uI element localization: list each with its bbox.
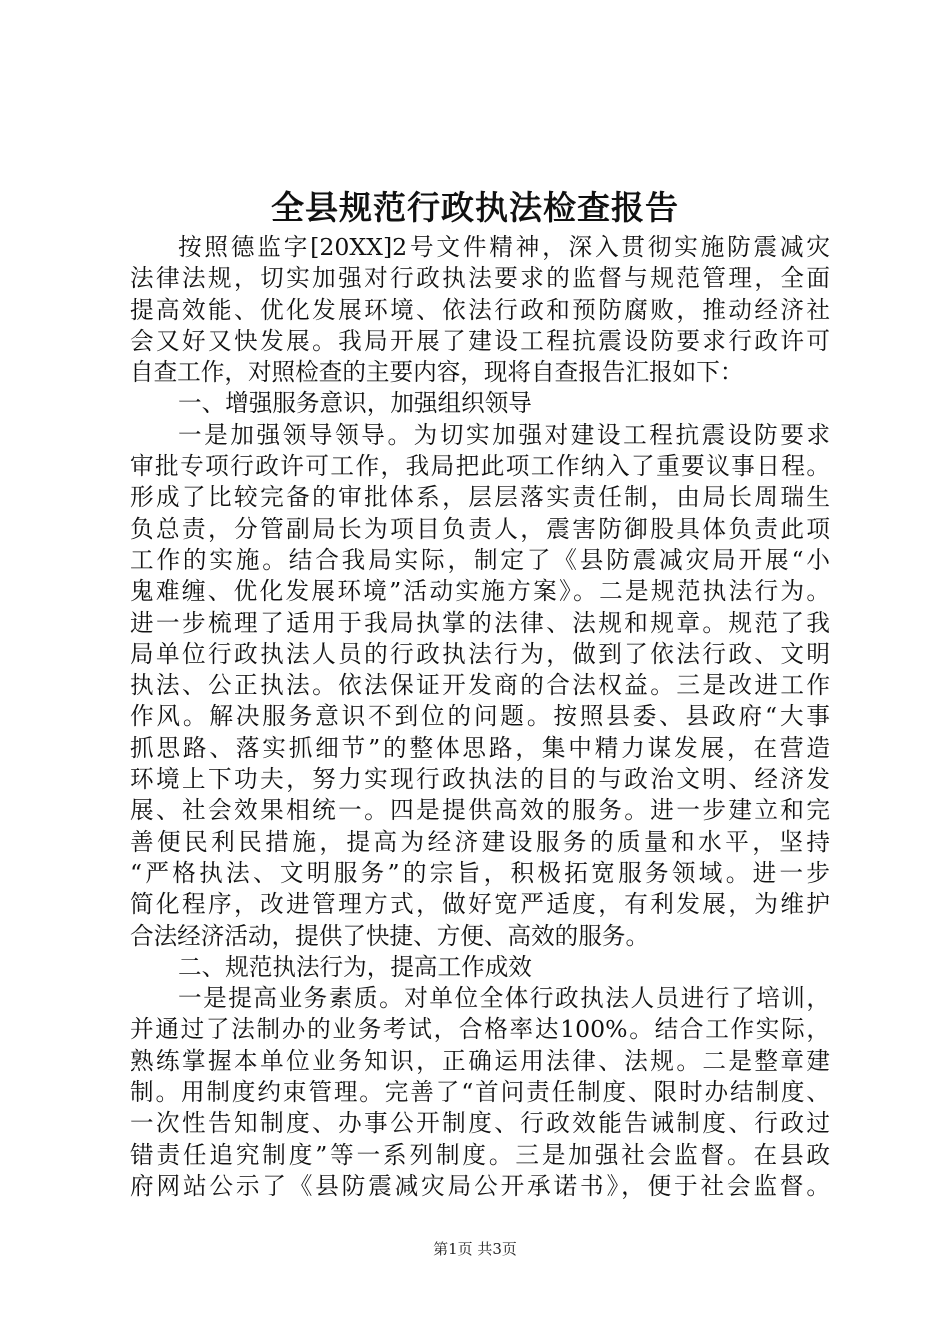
- page-footer: 第1页 共3页: [433, 1240, 517, 1258]
- text-line: 展、社会效果相统一。四是提供高效的服务。进一步建立和完: [130, 796, 830, 825]
- text-line: “严格执法、文明服务”的宗旨，积极拓宽服务领域。进一步: [130, 858, 830, 887]
- text-line: 工作的实施。结合我局实际，制定了《县防震减灾局开展“小: [130, 545, 830, 574]
- text-line: 鬼难缠、优化发展环境”活动实施方案》。二是规范执法行为。: [130, 577, 830, 606]
- text-line: 府网站公示了《县防震减灾局公开承诺书》，便于社会监督。: [130, 1171, 830, 1200]
- document-body: [130, 232, 830, 1202]
- text-line: 善便民利民措施，提高为经济建设服务的质量和水平，坚持: [130, 827, 830, 856]
- text-line: 并通过了法制办的业务考试，合格率达100%。结合工作实际，: [130, 1015, 830, 1044]
- text-line: 抓思路、落实抓细节”的整体思路，集中精力谋发展，在营造: [130, 733, 830, 762]
- text-line: 一次性告知制度、办事公开制度、行政效能告诫制度、行政过: [130, 1109, 830, 1138]
- text-line: 负总责，分管副局长为项目负责人，震害防御股具体负责此项: [130, 514, 830, 543]
- text-line: 进一步梳理了适用于我局执掌的法律、法规和规章。规范了我: [130, 608, 830, 637]
- text-line: 一是加强领导领导。为切实加强对建设工程抗震设防要求: [178, 420, 830, 449]
- text-line: 提高效能、优化发展环境、依法行政和预防腐败，推动经济社: [130, 295, 830, 324]
- text-line: 自查工作，对照检查的主要内容，现将自查报告汇报如下：: [130, 358, 744, 387]
- text-line: 执法、公正执法。依法保证开发商的合法权益。三是改进工作: [130, 671, 830, 700]
- text-line: 熟练掌握本单位业务知识，正确运用法律、法规。二是整章建: [130, 1046, 830, 1075]
- text-line: 按照德监字[20XX]2号文件精神，深入贯彻实施防震减灾: [178, 233, 830, 261]
- text-line: 合法经济活动，提供了快捷、方便、高效的服务。: [130, 921, 650, 950]
- section-heading: 二、规范执法行为，提高工作成效: [178, 952, 532, 981]
- text-line: 一是提高业务素质。对单位全体行政执法人员进行了培训，: [178, 984, 830, 1013]
- text-line: 局单位行政执法人员的行政执法行为，做到了依法行政、文明: [130, 639, 830, 668]
- section-heading: 一、增强服务意识，加强组织领导: [178, 389, 532, 418]
- text-line: 制。用制度约束管理。完善了“首问责任制度、限时办结制度、: [130, 1078, 830, 1107]
- text-line: 简化程序，改进管理方式，做好宽严适度，有利发展，为维护: [130, 890, 830, 919]
- text-line: 会又好又快发展。我局开展了建设工程抗震设防要求行政许可: [130, 326, 830, 355]
- document-title: 全县规范行政执法检查报告: [271, 188, 679, 227]
- text-line: 法律法规，切实加强对行政执法要求的监督与规范管理，全面: [130, 264, 830, 293]
- text-line: 形成了比较完备的审批体系，层层落实责任制，由局长周瑞生: [130, 483, 830, 512]
- text-line: 审批专项行政许可工作，我局把此项工作纳入了重要议事日程。: [130, 452, 830, 481]
- text-line: 作风。解决服务意识不到位的问题。按照县委、县政府“大事: [130, 702, 830, 731]
- text-line: 环境上下功夫，努力实现行政执法的目的与政治文明、经济发: [130, 765, 830, 794]
- text-line: 错责任追究制度”等一系列制度。三是加强社会监督。在县政: [130, 1140, 830, 1169]
